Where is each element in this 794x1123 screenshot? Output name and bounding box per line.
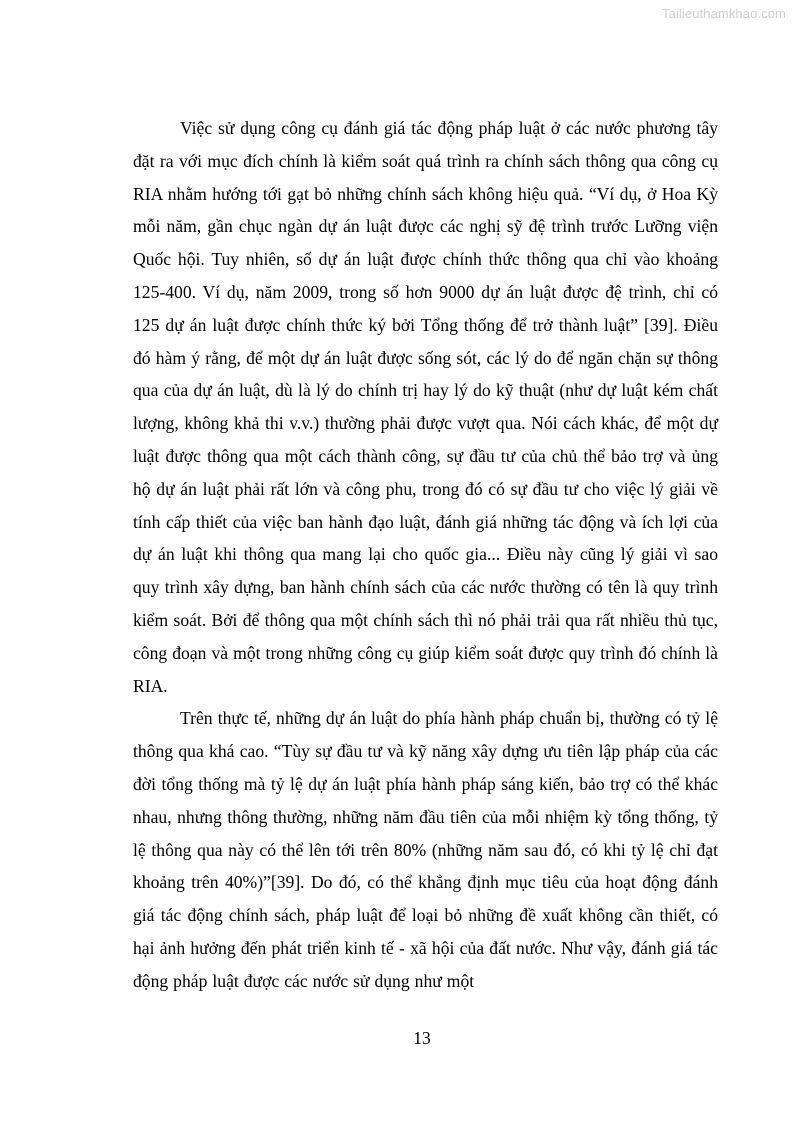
- watermark: Tailieuthamkhao.com: [661, 6, 786, 21]
- paragraph-2: Trên thực tế, những dự án luật do phía hành pháp chuẩn bị, thường có tỷ lệ thông qua khá cao. “Tùy sự đầu tư và kỹ năng xây dựng ưu tiên lập pháp của các đời tổng thống mà tỷ lệ dự án luật phía hành pháp sáng kiến, bảo trợ có thể khác nhau, nhưng thông thường, những năm đầu tiên của mỗi nhiệm kỳ tổng thống, tỷ lệ thông qua này có thể lên tới trên 80% (những năm sau đó, có khi tỷ lệ chỉ đạt khoảng trên 40%)”[39]. Do đó, có thể khẳng định mục tiêu của hoạt động đánh giá tác động chính sách, pháp luật để loại bỏ những đề xuất không cần thiết, có hại ảnh hưởng đến phát triển kinh tế - xã hội của đất nước. Như vậy, đánh giá tác động pháp luật được các nước sử dụng như một: [133, 708, 718, 991]
- document-body: [133, 112, 718, 998]
- page-number: 13: [413, 1028, 431, 1048]
- paragraph-1: Việc sử dụng công cụ đánh giá tác động pháp luật ở các nước phương tây đặt ra với mục đích chính là kiểm soát quá trình ra chính sách thông qua công cụ RIA nhằm hướng tới gạt bỏ những chính sách không hiệu quả. “Ví dụ, ở Hoa Kỳ mỗi năm, gần chục ngàn dự án luật được các nghị sỹ đệ trình trước Lưỡng viện Quốc hội. Tuy nhiên, số dự án luật được chính thức thông qua chỉ vào khoảng 125-400. Ví dụ, năm 2009, trong số hơn 9000 dự án luật được đệ trình, chỉ có 125 dự án luật được chính thức ký bởi Tổng thống để trở thành luật” [39]. Điều đó hàm ý rằng, để một dự án luật được sống sót, các lý do để ngăn chặn sự thông qua của dự án luật, dù là lý do chính trị hay lý do kỹ thuật (như dự luật kém chất lượng, không khả thi v.v.) thường phải được vượt qua. Nói cách khác, để một dự luật được thông qua một cách thành công, sự đầu tư của chủ thể bảo trợ và ủng hộ dự án luật phải rất lớn và công phu, trong đó có sự đầu tư cho việc lý giải về tính cấp thiết của việc ban hành đạo luật, đánh giá những tác động và ích lợi của dự án luật khi thông qua mang lại cho quốc gia... Điều này cũng lý giải vì sao quy trình xây dựng, ban hành chính sách của các nước thường có tên là quy trình kiểm soát. Bởi để thông qua một chính sách thì nó phải trải qua rất nhiều thủ tục, công đoạn và một trong những công cụ giúp kiểm soát được quy trình đó chính là RIA.: [133, 118, 718, 696]
